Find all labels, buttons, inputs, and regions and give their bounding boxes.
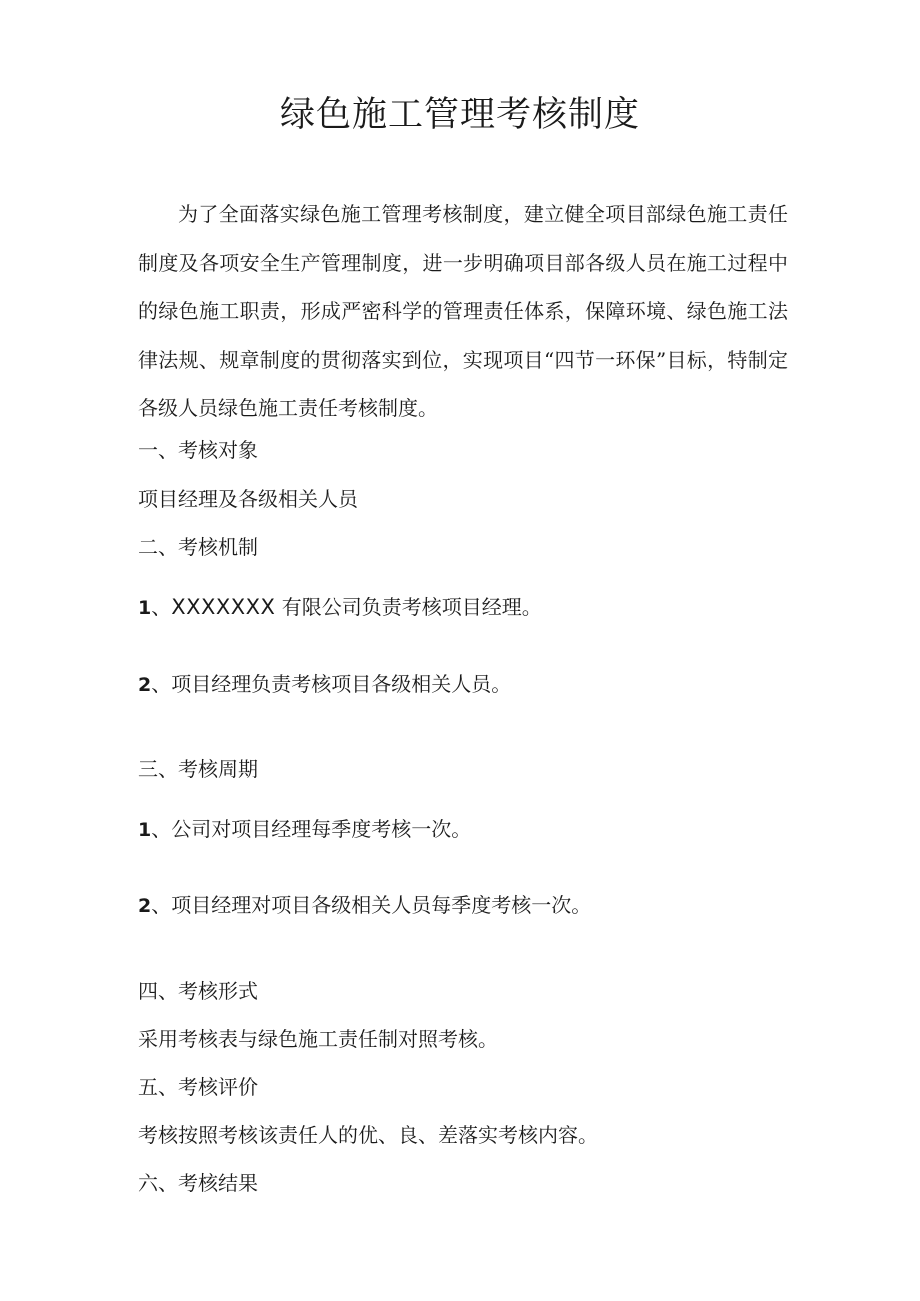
section-4-body: 采用考核表与绿色施工责任制对照考核。 xyxy=(138,1027,498,1051)
section-2-item-2 xyxy=(138,670,511,699)
section-3-heading: 三、考核周期 xyxy=(138,757,258,781)
section-1-heading: 一、考核对象 xyxy=(138,438,258,462)
item-number: 1 xyxy=(138,819,152,841)
section-2-item-1 xyxy=(138,593,542,622)
document-title: 绿色施工管理考核制度 xyxy=(279,95,640,135)
item-text: 、项目经理对项目各级相关人员每季度考核一次。 xyxy=(151,893,592,917)
section-4-heading: 四、考核形式 xyxy=(138,979,258,1003)
section-3-item-2 xyxy=(138,891,591,920)
item-text: 有限公司负责考核项目经理。 xyxy=(275,595,542,619)
section-6-heading: 六、考核结果 xyxy=(138,1171,258,1195)
item-text: 、公司对项目经理每季度考核一次。 xyxy=(151,817,472,841)
section-5-body: 考核按照考核该责任人的优、良、差落实考核内容。 xyxy=(138,1123,598,1147)
section-5-heading: 五、考核评价 xyxy=(138,1075,258,1099)
section-1-body: 项目经理及各级相关人员 xyxy=(138,487,358,511)
item-text: 、项目经理负责考核项目各级相关人员。 xyxy=(151,672,512,696)
item-number: 2 xyxy=(138,674,152,696)
section-2-heading: 二、考核机制 xyxy=(138,535,258,559)
intro-paragraph: 为了全面落实绿色施工管理考核制度，建立健全项目部绿色施工责任制度及各项安全生产管理制度，进一步明确项目部各级人员在施工过程中的绿色施工职责，形成严密科学的管理责任体系，保障环境、绿色施工法律法规、规章制度的贯彻落实到位，实现项目“四节一环保”目标，特制定各级人员绿色施工责任考核制度。 xyxy=(138,202,788,420)
company-name-placeholder: XXXXXXX xyxy=(171,595,276,619)
item-number: 1 xyxy=(138,597,152,619)
item-separator: 、 xyxy=(151,595,172,619)
item-number: 2 xyxy=(138,895,152,917)
section-3-item-1 xyxy=(138,815,471,844)
